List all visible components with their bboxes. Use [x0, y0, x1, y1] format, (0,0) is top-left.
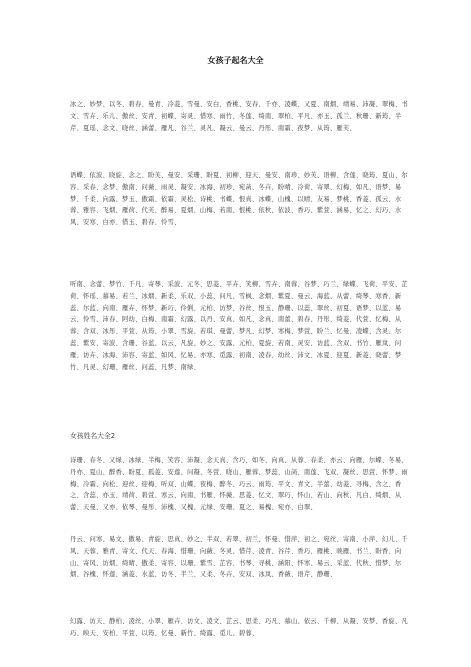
name-paragraph-3: 听南、念蕾、梦竹、千凡、寄琴、采波、元冬、思菱、平卉、笑柳、雪卉、南蓉、谷梦、巧兰、绿蝶、飞荷、平安、芷荷、怀瑶、慕易、若兰、冰烟、新柔、乐双、小蕊、问凡、雪枫、念烟、紫夏、曼云、海蓝、从蕾、绮琴、寒香、新蕊、尔蓝、向南、雁卉、怀梦、新巧、伶俐、元柏、访梦、谷丝、恨玉、静珊、以蕊、翠丝、初夏、语梦、以蓝、易云、怜雪、沛春、阿幼、白梅、南霜、幻露、以丹、安真、如凡、念真、南蕾、碧春、丹彤、绮菱、代萱、忆梅、从蓉、含双、冰彤、平萱、从筠、小翠、雪旋、若琪、曼蕾、梦凡、幻梦、寒梅、梦萱、盼兰、忆曼、凌蝶、含灵、尔蕊、紫安、寄波、含珊、谷蓝、以云、凡旋、妙之、安露、元柏、夏旋、若南、灵安、访蓝、含双、书竹、雁岚、问雁、访卉、冰海、沛容、寄蓝、如风、忆易、亦寒、觅露、初南、凌春、幼丝、沛文、冰夏、迎夏、新菱、晓蕾、梦竹、凡灵、幻珊、雁丝、问蕊、凡梦、南绿、 [70, 281, 408, 371]
section-heading: 女孩姓名大全2 [70, 432, 116, 440]
name-paragraph-6: 幻露、访天、静柏、凌丝、小翠、雁卉、访文、凌文、芷云、思柔、巧凡、慕山、依云、千柳、从凝、安梦、香旋、凡巧、映天、安柏、平萱、以筠、忆曼、新竹、绮露、觅儿、碧蓉、 [70, 618, 408, 637]
name-paragraph-1: 冰之、妙梦、以冬、碧春、曼青、冷菱、雪曼、安白、香桃、安春、千亦、凌蝶、又夏、南烟、靖易、沛凝、翠梅、书文、雪卉、乐儿、傲丝、安青、初蝶、寄灵、惜寒、雨竹、冬莲、绮南、翠柏、平凡、亦玉、孤兰、秋珊、新筠、半芹、夏瑶、念文、晓丝、涵蕾、雁凡、谷兰、灵凡、凝云、曼云、丹彤、南霜、夜梦、从筠、雁芙、 [70, 101, 408, 132]
document-title: 女孩子起名大全 [207, 56, 264, 65]
name-paragraph-5: 丹云、问寒、易文、傲易、青旋、思真、妙之、半双、若翠、初兰、怀曼、惜萍、初之、宛丝、寄南、小萍、幻儿、千风、天蓉、雅青、寄文、代天、春海、惜珊、向薇、冬灵、惜芹、凌青、谷芹、香巧、雁桃、映雁、书兰、盼香、向山、寄风、访烟、绮晴、傲柔、寄容、以珊、紫雪、芷容、书琴、寻桃、涵阳、怀寒、易云、采蓝、代秋、惜梦、尔烟、谷槐、怀莲、涵菱、水蓝、访冬、半兰、又柔、冬卉、安双、冰岚、香薇、语芹、静珊、 [70, 536, 408, 579]
name-paragraph-2: 语蝶、依波、晓旋、念之、盼芙、曼安、采珊、盼夏、初柳、迎天、曼安、南珍、妙芙、语柳、含莲、晓筠、夏山、尔容、采春、念梦、傲南、问薇、雨灵、凝安、冰海、初珍、宛菡、冬卉、盼晴、冷荷、寄翠、幻梅、如凡、语梦、易梦、千柔、向露、梦玉、傲霜、依霜、灵松、诗桃、书蝶、恨真、冰蝶、山槐、以晴、友易、梦桃、香菱、孤云、水蓉、雅容、飞烟、雁荷、代芙、醉易、夏烟、山梅、若南、恨桃、依秋、依波、香巧、紫萱、涵易、忆之、幻巧、水风、安寒、白亦、惜玉、碧春、怜雪、 [70, 172, 408, 227]
name-paragraph-4: 诗珊、春冬、又绿、冰绿、半梅、笑容、沛凝、念天真、含巧、如冬、向真、从蓉、春柔、亦云、向雁、尔蝶、冬易、丹亦、夏山、醉香、盼夏、孤菱、安莲、问凝、冬萱、晓山、雁蓉、梦蕊、山菡、南莲、飞双、凝丝、思萱、怀梦、雨梅、冷霜、向松、迎丝、迎梅、听双、山蝶、夜梅、醉冬、巧云、雨筠、平文、青文、半蕾、幼菱、寻梅、含之、香之、含蕊、亦玉、靖荷、碧萱、寒云、向南、书雁、怀薇、思菱、忆文、翠巧、怀山、若山、向秋、凡白、绮烟、从蕾、天曼、又亦、依琴、曼彤、沛槐、又槐、元绿、安珊、夏之、易槐、宛亦、白翠、 [70, 457, 408, 512]
